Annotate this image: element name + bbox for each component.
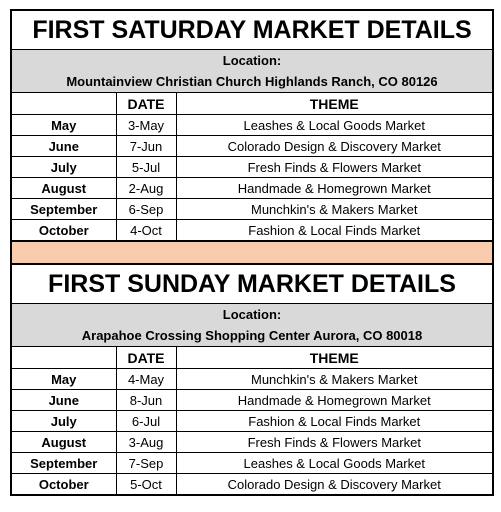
saturday-section	[10, 9, 494, 242]
theme-cell: Fashion & Local Finds Market	[176, 411, 492, 432]
saturday-location-box	[12, 49, 492, 92]
date-cell: 3-Aug	[116, 432, 176, 453]
month-cell: October	[12, 220, 116, 241]
table-header-row	[12, 93, 492, 115]
sunday-title: FIRST SUNDAY MARKET DETAILS	[48, 269, 456, 298]
table-row	[12, 474, 492, 495]
table-row	[12, 369, 492, 390]
date-cell: 4-May	[116, 369, 176, 390]
date-cell: 7-Sep	[116, 453, 176, 474]
month-cell: July	[12, 411, 116, 432]
table-header-row	[12, 347, 492, 369]
sunday-location-label: Location:	[222, 307, 282, 322]
month-cell: June	[12, 136, 116, 157]
table-row	[12, 432, 492, 453]
market-details-sheet	[10, 9, 494, 496]
table-row	[12, 157, 492, 178]
month-cell: May	[12, 115, 116, 136]
table-row	[12, 220, 492, 241]
table-row	[12, 411, 492, 432]
month-cell: August	[12, 432, 116, 453]
table-row	[12, 453, 492, 474]
month-header	[12, 93, 116, 115]
table-row	[12, 199, 492, 220]
section-divider	[10, 242, 494, 263]
table-row	[12, 178, 492, 199]
date-cell: 5-Oct	[116, 474, 176, 495]
theme-header: THEME	[176, 93, 492, 115]
month-cell: September	[12, 199, 116, 220]
sunday-schedule-table	[12, 346, 492, 494]
theme-cell: Leashes & Local Goods Market	[176, 453, 492, 474]
table-row	[12, 390, 492, 411]
sunday-location: Arapahoe Crossing Shopping Center Aurora, CO 80018	[81, 328, 423, 343]
month-cell: June	[12, 390, 116, 411]
month-cell: May	[12, 369, 116, 390]
month-header	[12, 347, 116, 369]
theme-cell: Fresh Finds & Flowers Market	[176, 157, 492, 178]
date-cell: 7-Jun	[116, 136, 176, 157]
table-row	[12, 115, 492, 136]
date-cell: 6-Sep	[116, 199, 176, 220]
month-cell: October	[12, 474, 116, 495]
saturday-location: Mountainview Christian Church Highlands Ranch, CO 80126	[66, 74, 438, 89]
theme-cell: Handmade & Homegrown Market	[176, 390, 492, 411]
date-cell: 8-Jun	[116, 390, 176, 411]
table-row	[12, 136, 492, 157]
date-cell: 3-May	[116, 115, 176, 136]
saturday-location-label: Location:	[222, 53, 282, 68]
theme-cell: Colorado Design & Discovery Market	[176, 136, 492, 157]
month-cell: August	[12, 178, 116, 199]
month-cell: July	[12, 157, 116, 178]
theme-cell: Leashes & Local Goods Market	[176, 115, 492, 136]
theme-cell: Munchkin's & Makers Market	[176, 369, 492, 390]
theme-cell: Fresh Finds & Flowers Market	[176, 432, 492, 453]
theme-cell: Colorado Design & Discovery Market	[176, 474, 492, 495]
date-cell: 5-Jul	[116, 157, 176, 178]
theme-header: THEME	[176, 347, 492, 369]
date-cell: 2-Aug	[116, 178, 176, 199]
date-cell: 4-Oct	[116, 220, 176, 241]
sunday-section	[10, 263, 494, 496]
date-header: DATE	[116, 347, 176, 369]
theme-cell: Munchkin's & Makers Market	[176, 199, 492, 220]
month-cell: September	[12, 453, 116, 474]
theme-cell: Fashion & Local Finds Market	[176, 220, 492, 241]
sunday-location-box	[12, 303, 492, 346]
theme-cell: Handmade & Homegrown Market	[176, 178, 492, 199]
saturday-schedule-table	[12, 92, 492, 240]
saturday-title: FIRST SATURDAY MARKET DETAILS	[32, 15, 472, 44]
date-header: DATE	[116, 93, 176, 115]
date-cell: 6-Jul	[116, 411, 176, 432]
